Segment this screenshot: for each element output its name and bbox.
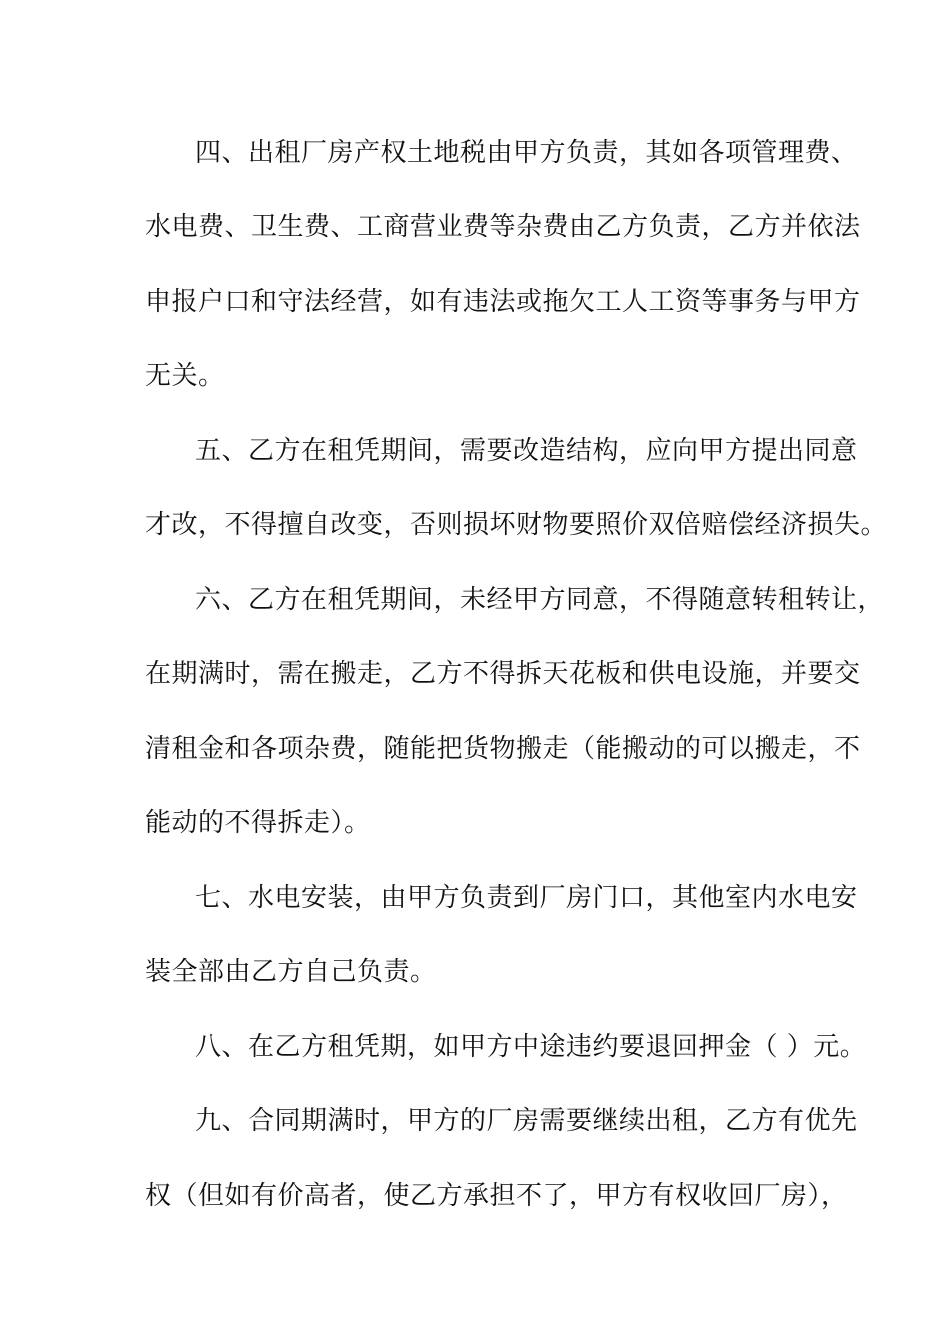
paragraph-4-line-3: 申报户口和守法经营，如有违法或拖欠工人工资等事务与甲方 bbox=[145, 287, 861, 317]
paragraph-6-line-3: 清租金和各项杂费，随能把货物搬走（能搬动的可以搬走，不 bbox=[145, 734, 861, 764]
paragraph-5-line-2: 才改，不得擅自改变，否则损坏财物要照价双倍赔偿经济损失。 bbox=[145, 510, 888, 540]
paragraph-7-line-2: 装全部由乙方自己负责。 bbox=[145, 957, 437, 987]
paragraph-9-line-1: 九、合同期满时，甲方的厂房需要继续出租，乙方有优先 bbox=[195, 1106, 858, 1136]
paragraph-6-line-1: 六、乙方在租凭期间，未经甲方同意，不得随意转租转让， bbox=[195, 585, 885, 615]
paragraph-4-line-4: 无关。 bbox=[145, 361, 225, 391]
paragraph-8-line-1: 八、在乙方租凭期，如甲方中途违约要退回押金（ ）元。 bbox=[195, 1032, 867, 1062]
paragraph-6-line-4: 能动的不得拆走）。 bbox=[145, 808, 371, 838]
paragraph-5-line-1: 五、乙方在租凭期间，需要改造结构，应向甲方提出同意 bbox=[195, 436, 858, 466]
paragraph-4-line-2: 水电费、卫生费、工商营业费等杂费由乙方负责，乙方并依法 bbox=[145, 212, 861, 242]
paragraph-7-line-1: 七、水电安装，由甲方负责到厂房门口，其他室内水电安 bbox=[195, 883, 858, 913]
paragraph-4-line-1: 四、出租厂房产权土地税由甲方负责，其如各项管理费、 bbox=[195, 138, 858, 168]
paragraph-9-line-2: 权（但如有价高者，使乙方承担不了，甲方有权收回厂房）， bbox=[145, 1181, 848, 1211]
paragraph-6-line-2: 在期满时，需在搬走，乙方不得拆天花板和供电设施，并要交 bbox=[145, 659, 861, 689]
